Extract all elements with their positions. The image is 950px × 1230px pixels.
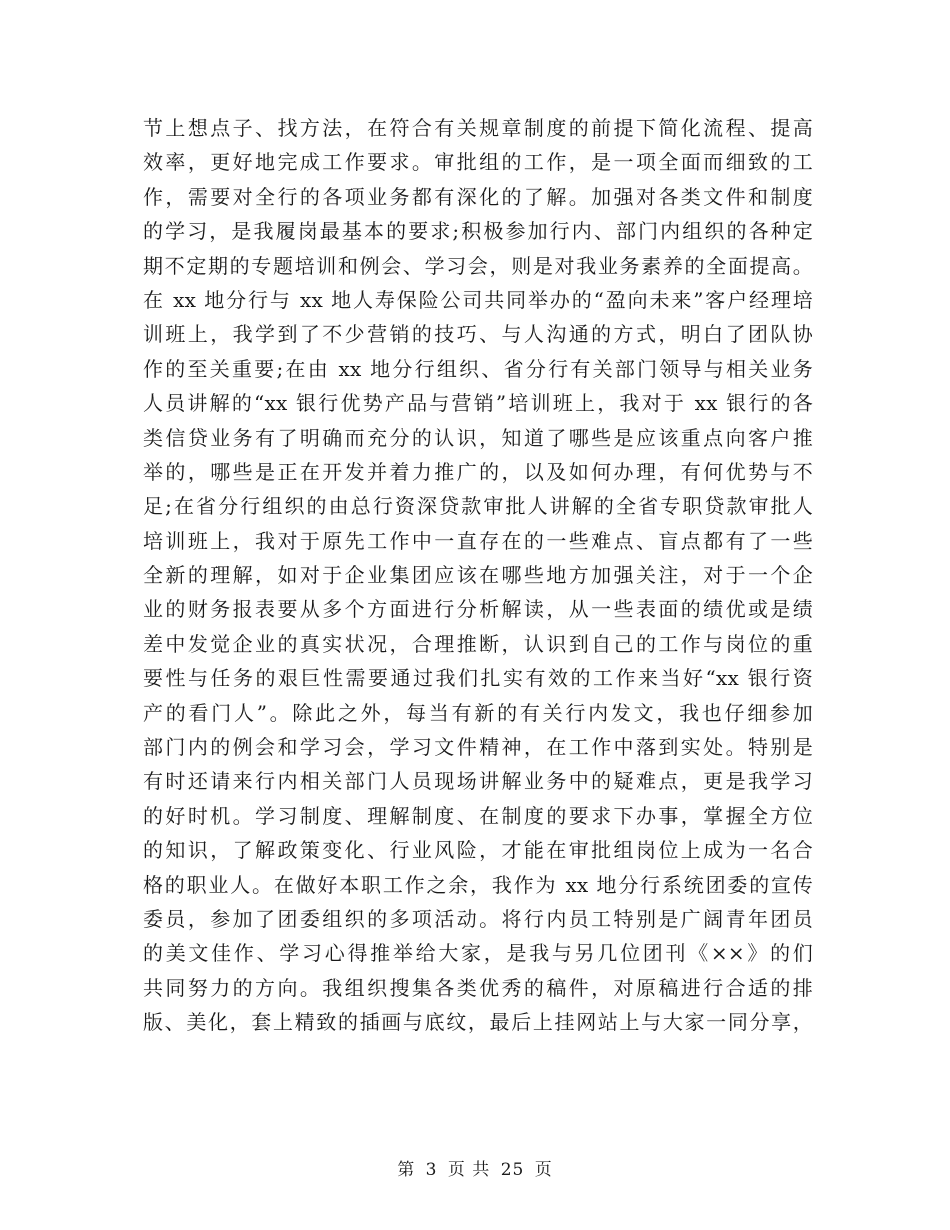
text-line: 效率，更好地完成工作要求。审批组的工作，是一项全面而细致的工 <box>143 150 813 175</box>
text-line: 在 xx 地分行与 xx 地人寿保险公司共同举办的“盈向未来”客户经理培 <box>143 287 813 312</box>
text-line: 的学习，是我履岗最基本的要求;积极参加行内、部门内组织的各种定 <box>143 219 813 244</box>
text-line: 培训班上，我对于原先工作中一直存在的一些难点、盲点都有了一些 <box>143 528 813 553</box>
text-line: 的好时机。学习制度、理解制度、在制度的要求下办事，掌握全方位 <box>143 803 813 828</box>
text-line: 作的至关重要;在由 xx 地分行组织、省分行有关部门领导与相关业务 <box>143 356 813 381</box>
text-line: 全新的理解，如对于企业集团应该在哪些地方加强关注，对于一个企 <box>143 563 813 588</box>
text-line: 类信贷业务有了明确而充分的认识，知道了哪些是应该重点向客户推 <box>143 425 813 450</box>
text-line: 训班上，我学到了不少营销的技巧、与人沟通的方式，明白了团队协 <box>143 322 813 347</box>
text-line: 期不定期的专题培训和例会、学习会，则是对我业务素养的全面提高。 <box>143 253 813 278</box>
text-line: 节上想点子、找方法，在符合有关规章制度的前提下简化流程、提高 <box>143 116 813 140</box>
text-line: 足;在省分行组织的由总行资深贷款审批人讲解的全省专职贷款审批人 <box>143 494 813 519</box>
text-line: 差中发觉企业的真实状况，合理推断，认识到自己的工作与岗位的重 <box>143 631 813 656</box>
text-line: 共同努力的方向。我组织搜集各类优秀的稿件，对原稿进行合适的排 <box>143 975 813 1000</box>
text-line: 部门内的例会和学习会，学习文件精神，在工作中落到实处。特别是 <box>143 735 813 760</box>
footer-prefix: 第 <box>397 1160 416 1180</box>
footer-middle: 页 共 <box>447 1160 491 1180</box>
page-number: 3 <box>425 1160 438 1180</box>
text-line: 委员，参加了团委组织的多项活动。将行内员工特别是广阔青年团员 <box>143 906 813 931</box>
body-text <box>143 111 813 1040</box>
text-line: 人员讲解的“xx 银行优势产品与营销”培训班上，我对于 xx 银行的各 <box>143 391 813 416</box>
text-line: 版、美化，套上精致的插画与底纹，最后上挂网站上与大家一同分享， <box>143 1010 813 1035</box>
text-line: 产的看门人”。除此之外，每当有新的有关行内发文，我也仔细参加 <box>143 700 813 725</box>
text-line: 要性与任务的艰巨性需要通过我们扎实有效的工作来当好“xx 银行资 <box>143 666 813 691</box>
text-line: 的美文佳作、学习心得推举给大家，是我与另几位团刊《××》的们 <box>143 941 813 966</box>
text-line: 举的，哪些是正在开发并着力推广的，以及如何办理，有何优势与不 <box>143 459 813 484</box>
text-line: 业的财务报表要从多个方面进行分析解读，从一些表面的绩优或是绩 <box>143 597 813 622</box>
footer-suffix: 页 <box>534 1160 553 1180</box>
page-footer <box>0 1155 950 1180</box>
text-line: 作，需要对全行的各项业务都有深化的了解。加强对各类文件和制度 <box>143 184 813 209</box>
page-total: 25 <box>500 1160 525 1180</box>
text-line: 有时还请来行内相关部门人员现场讲解业务中的疑难点，更是我学习 <box>143 769 813 794</box>
text-line: 的知识，了解政策变化、行业风险，才能在审批组岗位上成为一名合 <box>143 838 813 863</box>
text-line: 格的职业人。在做好本职工作之余，我作为 xx 地分行系统团委的宣传 <box>143 872 813 897</box>
